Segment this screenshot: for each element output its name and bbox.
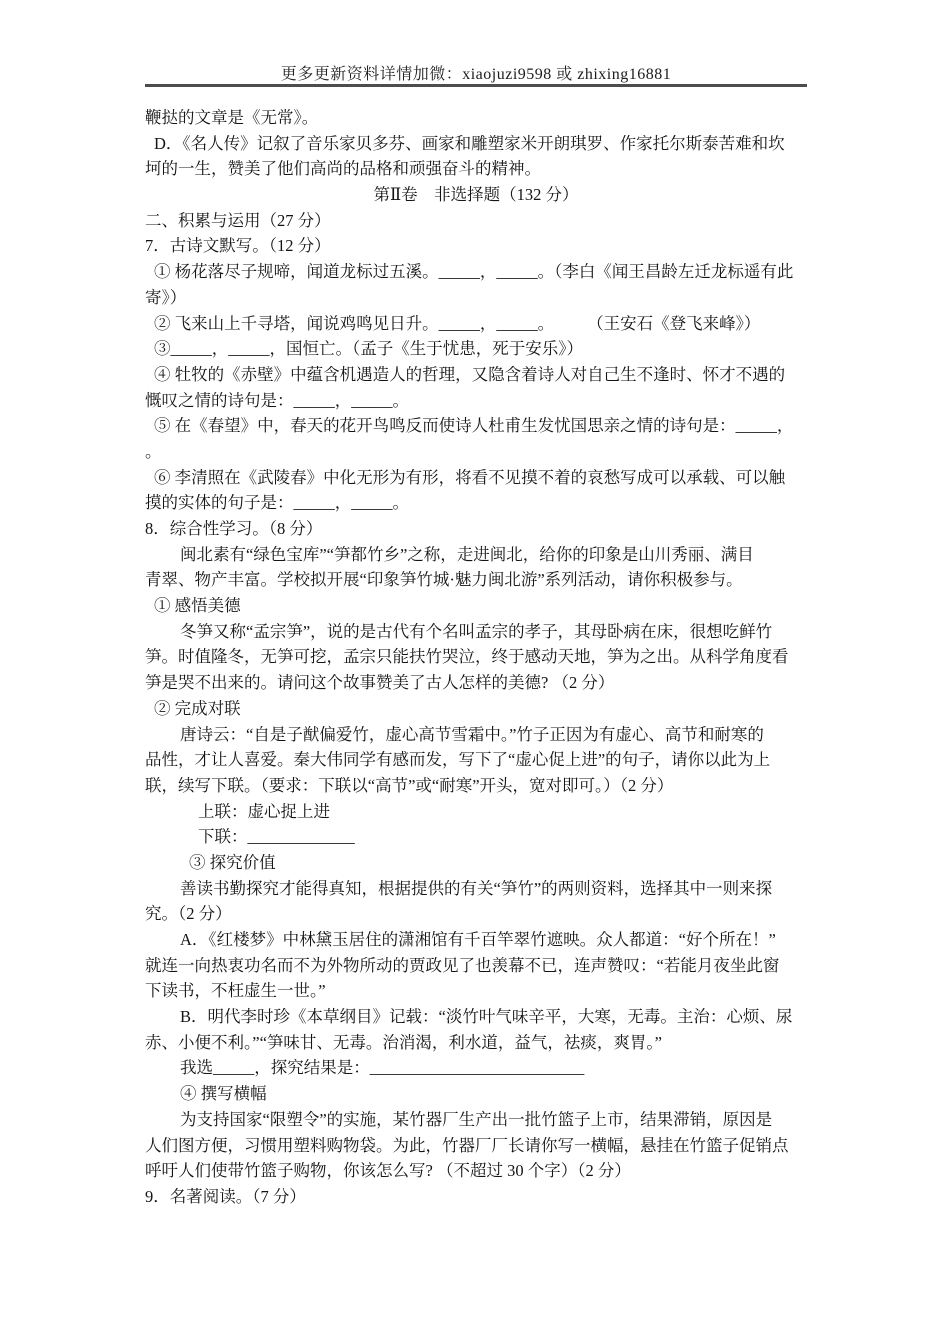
text-line: 二、积累与运用（27 分）	[145, 210, 331, 230]
text-line: ④ 牡牧的《赤壁》中蕴含机遇造人的哲理，又隐含着诗人对自己生不逢时、怀才不遇的	[154, 364, 786, 384]
text-line: 慨叹之情的诗句是：_____，_____。	[145, 390, 409, 410]
text-line: 摸的实体的句子是：_____，_____。	[145, 493, 409, 513]
text-line: 。	[145, 441, 162, 461]
text-line: 笋是哭不出来的。请问这个故事赞美了古人怎样的美德? （2 分）	[145, 673, 615, 693]
text-line: ⑤ 在《春望》中，春天的花开鸟鸣反而使诗人杜甫生发忧国思亲之情的诗句是：_____，	[154, 416, 794, 436]
text-line: 冬笋又称“孟宗笋”，说的是古代有个名叫孟宗的孝子，其母卧病在床，很想吃鲜竹	[180, 621, 773, 641]
text-line: 唐诗云：“自是子猷偏爱竹，虚心高节雪霜中。”竹子正因为有虚心、高节和耐寒的	[180, 724, 764, 744]
header-rule-divider	[145, 84, 807, 87]
text-line: 联，续写下联。（要求：下联以“高节”或“耐寒”开头，宽对即可。）（2 分）	[145, 775, 674, 795]
text-line: 9．名著阅读。（7 分）	[145, 1186, 306, 1206]
text-line: 究。（2 分）	[145, 904, 232, 924]
text-line: 坷的一生，赞美了他们高尚的品格和顽强奋斗的精神。	[145, 159, 541, 179]
text-line: 闽北素有“绿色宝库”“笋都竹乡”之称，走进闽北，给你的印象是山川秀丽、满目	[180, 544, 754, 564]
text-line: 人们图方便，习惯用塑料购物袋。为此，竹器厂厂长请你写一横幅，悬挂在竹篮子促销点	[145, 1135, 789, 1155]
text-line: ② 飞来山上千寻塔，闻说鸡鸣见日升。_____，_____。 （王安石《登飞来峰》）	[154, 313, 761, 333]
text-line: 赤、小便不利。”“笋味甘、无毒。治消渴，利水道，益气，祛痰，爽胃。”	[145, 1032, 662, 1052]
text-line: 善读书勤探究才能得真知，根据提供的有关“笋竹”的两则资料，选择其中一则来探	[180, 878, 773, 898]
header-note: 更多更新资料详情加微：xiaojuzi9598 或 zhixing16881	[280, 66, 672, 83]
text-line: 品性，才让人喜爱。秦大伟同学有感而发，写下了“虚心促上进”的句子，请你以此为上	[145, 750, 771, 770]
text-line: 7．古诗文默写。（12 分）	[145, 236, 331, 256]
text-line: 我选_____，探究结果是：__________________________	[180, 1058, 585, 1078]
text-line: B．明代李时珍《本草纲目》记载：“淡竹叶气味辛平，大寒，无毒。主治：心烦、尿	[180, 1007, 793, 1027]
text-line: ③ 探究价值	[189, 852, 276, 872]
text-line: 上联：虚心捉上进	[198, 801, 330, 821]
text-line: 下联：_____________	[198, 827, 355, 847]
text-line: 下读书，不枉虚生一世。”	[145, 981, 326, 1001]
document-body	[145, 105, 835, 1210]
text-line: 就连一向热衷功名而不为外物所动的贾政见了也羡幕不已，连声赞叹：“若能月夜坐此窗	[145, 955, 780, 975]
text-line: D．《名人传》记叙了音乐家贝多芬、画家和雕塑家米开朗琪罗、作家托尔斯泰苦难和坎	[154, 133, 785, 153]
text-line: 为支持国家“限塑令”的实施，某竹器厂生产出一批竹篮子上市，结果滞销，原因是	[180, 1109, 773, 1129]
text-line: ③_____，_____，国恒亡。（孟子《生于忧患，死于安乐》）	[154, 339, 583, 359]
text-line: 第Ⅱ卷 非选择题（132 分）	[373, 185, 579, 205]
text-line: 8．综合性学习。（8 分）	[145, 519, 323, 538]
text-line: 青翠、物产丰富。学校拟开展“印象笋竹城·魅力闽北游”系列活动，请你积极参与。	[145, 570, 743, 590]
text-line: 鞭挞的文章是《无常》。	[145, 108, 319, 127]
text-line: ① 杨花落尽子规啼，闻道龙标过五溪。_____，_____。（李白《闻王昌龄左迁龙标遥有此	[154, 262, 794, 282]
text-line: ② 完成对联	[154, 698, 241, 718]
text-line: ⑥ 李清照在《武陵春》中化无形为有形，将看不见摸不着的哀愁写成可以承载、可以触	[154, 467, 786, 487]
text-line: A．《红楼梦》中林黛玉居住的潇湘馆有千百竿翠竹遮映。众人都道：“好个所在！”	[180, 930, 776, 949]
text-line: ④ 撰写横幅	[180, 1084, 267, 1104]
text-line: 呼吁人们使带竹篮子购物，你该怎么写? （不超过 30 个字）（2 分）	[145, 1161, 631, 1181]
text-line: 寄》）	[145, 287, 187, 307]
text-line: ① 感悟美德	[154, 596, 241, 616]
text-line: 笋。时值隆冬，无笋可挖，孟宗只能扶竹哭泣，终于感动天地，笋为之出。从科学角度看	[145, 647, 789, 667]
